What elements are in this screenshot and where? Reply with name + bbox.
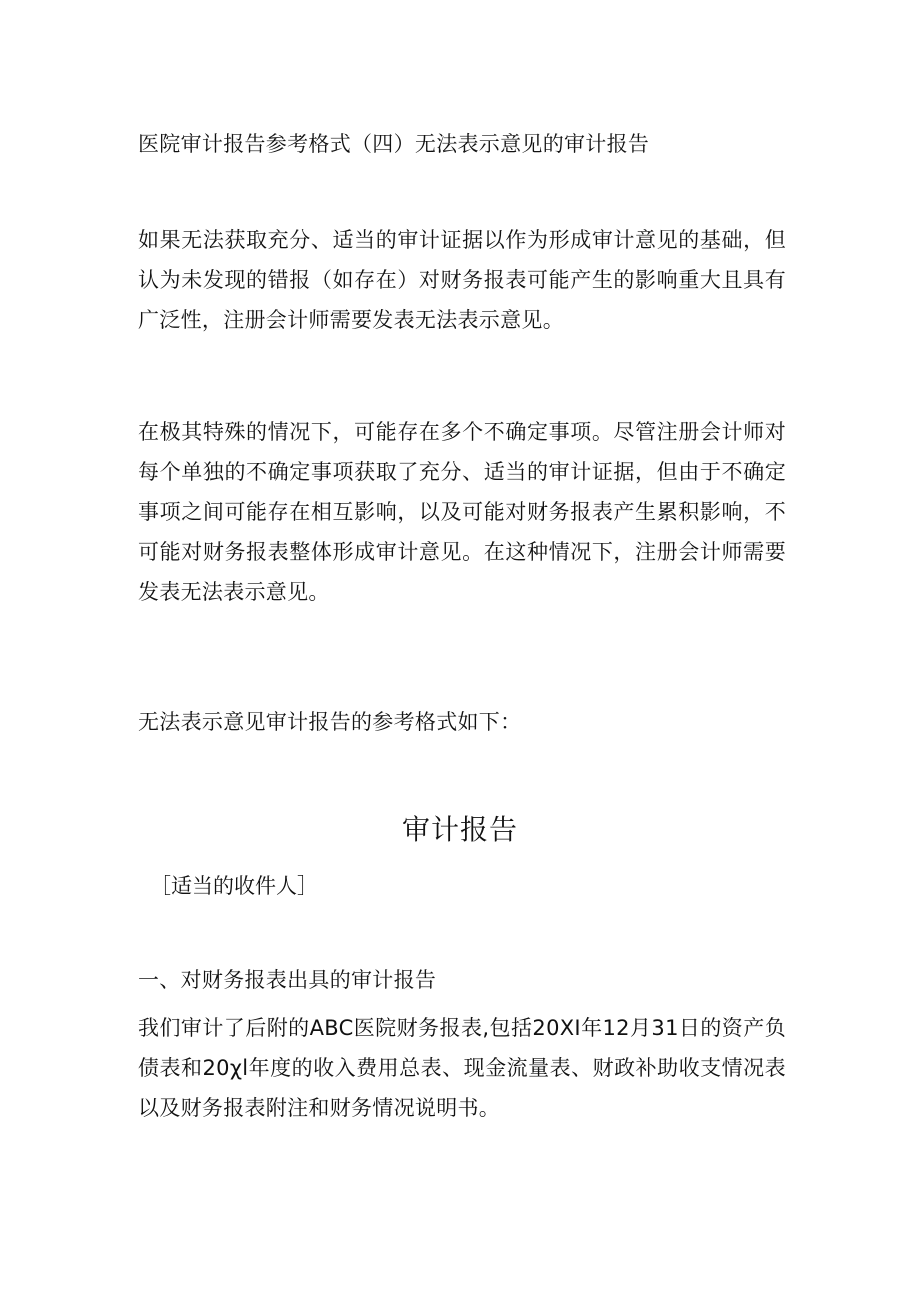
report-title: 审计报告 bbox=[401, 813, 518, 846]
section-heading: 一、对财务报表出具的审计报告 bbox=[138, 968, 437, 992]
report-recipient: ［适当的收件人］ bbox=[150, 874, 318, 898]
paragraph-disclaimer-basis: 如果无法获取充分、适当的审计证据以作为形成审计意见的基础，但认为未发现的错报（如存在）对财务报表可能产生的影响重大且具有广泛性，注册会计师需要发表无法表示意见。 bbox=[138, 228, 786, 332]
document-title: 医院审计报告参考格式（四）无法表示意见的审计报告 bbox=[138, 132, 650, 156]
paragraph-multiple-uncertainties: 在极其特殊的情况下，可能存在多个不确定事项。尽管注册会计师对每个单独的不确定事项获取了充分、适当的审计证据，但由于不确定事项之间可能存在相互影响，以及可能对财务报表产生累积影响，不可能对财务报表整体形成审计意见。在这种情况下，注册会计师需要发表无法表示意见。 bbox=[138, 420, 786, 604]
paragraph-format-intro: 无法表示意见审计报告的参考格式如下： bbox=[138, 710, 522, 734]
report-body-paragraph: 我们审计了后附的ABC医院财务报表,包括20XI年12月31日的资产负债表和20χl年度的收入费用总表、现金流量表、财政补助收支情况表以及财务报表附注和财务情况说明书。 bbox=[138, 1016, 786, 1120]
